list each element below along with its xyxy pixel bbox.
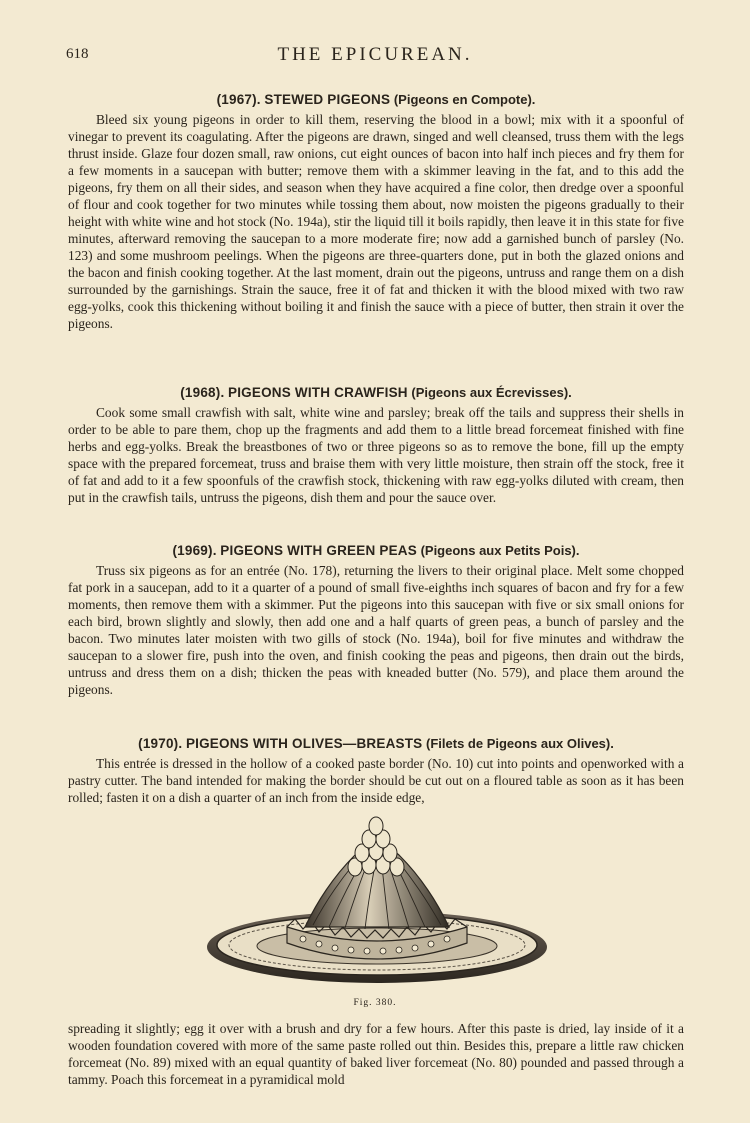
- recipe-number: (1967).: [216, 92, 261, 107]
- recipe-subtitle: (Pigeons aux Petits Pois).: [420, 543, 580, 558]
- recipe-heading: [68, 384, 684, 402]
- recipe-1969: [68, 542, 684, 698]
- recipe-heading: [68, 735, 684, 753]
- running-head: [66, 44, 684, 68]
- recipe-title: STEWED PIGEONS: [264, 92, 391, 107]
- figure-caption: Fig. 380.: [353, 998, 397, 1008]
- continuation-text: spreading it slightly; egg it over with a brush and dry for a few hours. After this paste is dried, lay inside of it a wooden foundation covered with more of the same paste rolled out thin. Besides this, prepare a little raw chicken forcemeat (No. 89) mixed with an equal quantity of baked liver forcemeat (No. 80) pounded and passed through a tammy. Poach this forcemeat in a pyramidical mold: [68, 1021, 684, 1087]
- recipe-title: PIGEONS WITH OLIVES—BREASTS: [185, 736, 423, 751]
- recipe-heading: [68, 91, 684, 109]
- recipe-1970-continued: [68, 1020, 684, 1088]
- engraving-pigeon-dish-illustration: [205, 815, 550, 995]
- recipe-title: PIGEONS WITH CRAWFISH: [228, 385, 408, 400]
- recipe-number: (1968).: [180, 385, 225, 400]
- recipe-body: This entrée is dressed in the hollow of a cooked paste border (No. 10) cut into points and openworked with a pastry cutter. The band intended for making the border should be cut out on a floured table as soon as it has been rolled; fasten it on a dish a quarter of an inch from the inside edge,: [68, 756, 684, 805]
- recipe-title: PIGEONS WITH GREEN PEAS: [220, 543, 417, 558]
- recipe-subtitle: (Pigeons en Compote).: [393, 92, 536, 107]
- recipe-heading: [68, 542, 684, 560]
- recipe-body: Cook some small crawfish with salt, white wine and parsley; break off the tails and suppress their shells in order to be able to pare them, chop up the fragments and add them to a little bread forcemeat finished with fine herbs and egg-yolks. Break the breastbones of two or three pigeons so as to remove the bone, fill up the empty space with the prepared forcemeat, truss and braise them with very little moisture, then strain off the stock, free it of fat and add to it a few spoonfuls of the crawfish stock, thickening with raw egg-yolks diluted with cream, then put in the crawfish tails, untruss the pigeons, dish them and pour the sauce over.: [68, 405, 684, 505]
- recipe-1970: [68, 735, 684, 806]
- recipe-body: Bleed six young pigeons in order to kill them, reserving the blood in a bowl; mix with it a spoonful of vinegar to prevent its coagulating. After the pigeons are drawn, singed and well cleansed, truss them with the legs thrust inside. Glaze four dozen small, raw onions, cut eight ounces of bacon into half inch pieces and fry them for a few moments in a saucepan with butter; remove them with a skimmer leaving in the fat, and to this add the pigeons, fry them on all their sides, and season when they have acquired a fine color, then dredge over a spoonful of flour and cook together for two minutes while tossing them about, now moisten the pigeons gradually to their height with white wine and hot stock (No. 194a), stir the liquid till it boils rapidly, then leave it in this state for five minutes, afterward removing the saucepan to a more moderate fire; now add a garnished bunch of parsley (No. 123) and some mushroom peelings. When the pigeons are three-quarters done, put in both the glazed onions and the bacon and finish cooking together. At the last moment, drain out the pigeons, untruss and range them on a dish surrounded by the garnishings. Strain the sauce, free it of fat and thicken it with the blood mixed with two raw egg-yolks, cook this thickening without boiling it and finish the sauce with a piece of butter, then strain it over the pigeons.: [68, 112, 684, 331]
- page-number: 618: [66, 46, 89, 62]
- recipe-1967: [68, 91, 684, 332]
- recipe-body: Truss six pigeons as for an entrée (No. 178), returning the livers to their original place. Melt some chopped fat pork in a saucepan, add to it a quarter of a pound of small five-eighths inch squares of bacon and fry for a few moments, then remove them with a skimmer. Put the pigeons into this saucepan with five or six small onions for each bird, brown slightly and slowly, then add one and a half quarts of green peas, a bunch of parsley and the bacon. Two minutes later moisten with two gills of stock (No. 194a), boil for five minutes and withdraw the saucepan to a slower fire, push into the oven, and finish cooking the peas and pigeons, then drain out the birds, untruss and dress them on a dish; thicken the peas with kneaded butter (No. 579), and place them around the pigeons.: [68, 563, 684, 697]
- recipe-number: (1970).: [138, 736, 183, 751]
- recipe-subtitle: (Pigeons aux Écrevisses).: [411, 385, 572, 400]
- recipe-1968: [68, 384, 684, 506]
- running-title: THE EPICUREAN.: [277, 44, 473, 65]
- recipe-number: (1969).: [172, 543, 217, 558]
- recipe-subtitle: (Filets de Pigeons aux Olives).: [426, 736, 614, 751]
